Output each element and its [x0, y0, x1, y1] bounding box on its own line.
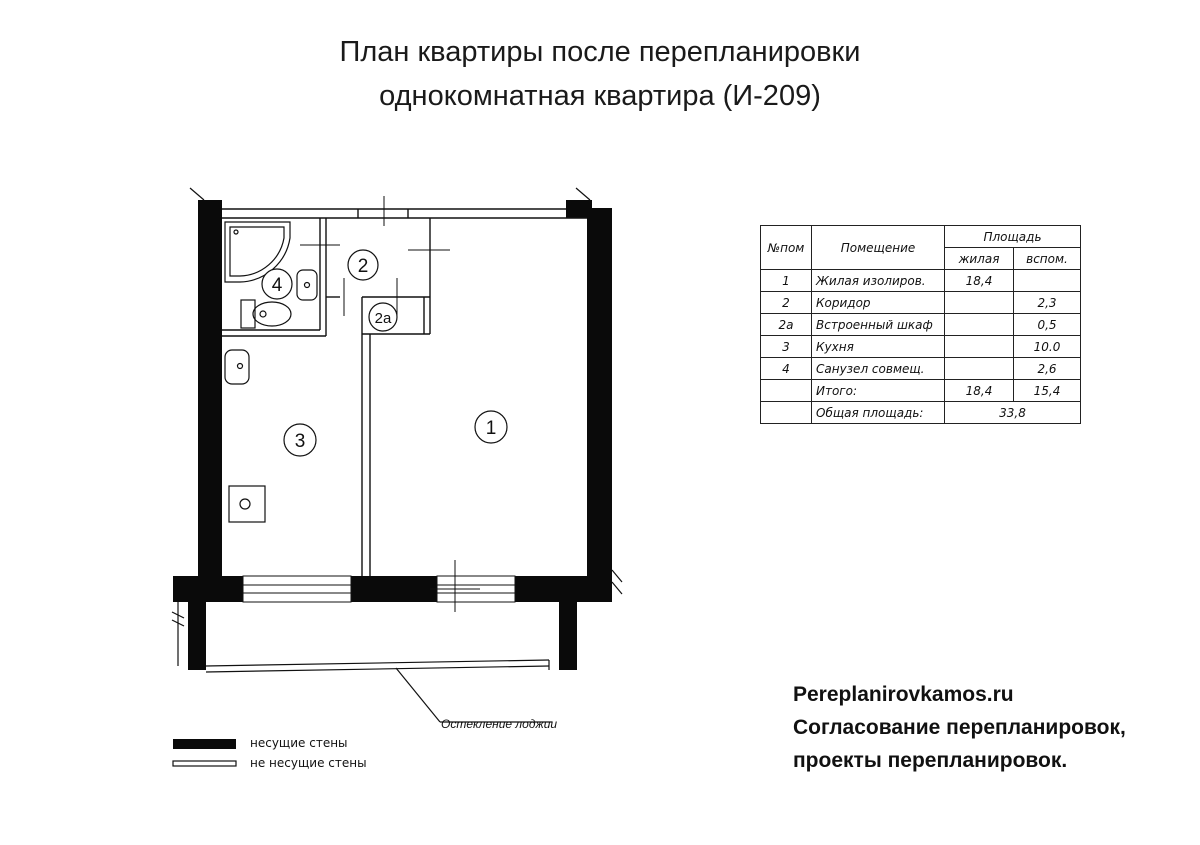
plan-title: План квартиры после перепланировки	[339, 36, 861, 68]
row-aux: 15,4	[1014, 380, 1081, 402]
row-living: 18,4	[945, 380, 1014, 402]
row-num: 2а	[761, 314, 812, 336]
row-living	[945, 336, 1014, 358]
room-3-label: 3	[294, 431, 306, 452]
row-living	[945, 314, 1014, 336]
plan-subtitle: однокомнатная квартира (И-209)	[379, 80, 821, 112]
row-aux: 10.0	[1014, 336, 1081, 358]
table-header-room: Помещение	[812, 226, 945, 270]
row-living	[945, 292, 1014, 314]
row-num: 3	[761, 336, 812, 358]
sink-icon	[297, 270, 317, 300]
legend-bearing-label: несущие стены	[250, 736, 348, 750]
row-aux	[1014, 270, 1081, 292]
toilet-icon	[241, 300, 291, 328]
kitchen-sink-icon	[225, 350, 249, 384]
loggia-glazing-label: Остекление лоджии	[441, 717, 558, 731]
table-row	[761, 292, 1081, 314]
row-aux: 2,6	[1014, 358, 1081, 380]
total-label: Общая площадь:	[812, 402, 945, 424]
table-total-row	[761, 402, 1081, 424]
room-1-label: 1	[485, 418, 497, 439]
row-name: Санузел совмещ.	[812, 358, 945, 380]
bearing-walls	[173, 200, 612, 670]
legend-bearing-swatch	[173, 739, 236, 749]
promo-line3: проекты перепланировок.	[793, 749, 1068, 772]
row-num: 4	[761, 358, 812, 380]
table-header-aux: вспом.	[1014, 248, 1081, 270]
table-row	[761, 336, 1081, 358]
legend-non-bearing-label: не несущие стены	[250, 756, 367, 770]
row-name: Встроенный шкаф	[812, 314, 945, 336]
table-row	[761, 314, 1081, 336]
row-living	[945, 358, 1014, 380]
table-header-living: жилая	[945, 248, 1014, 270]
row-name: Коридор	[812, 292, 945, 314]
area-table	[760, 225, 1081, 424]
promo-site: Pereplanirovkamos.ru	[793, 683, 1014, 706]
row-name: Жилая изолиров.	[812, 270, 945, 292]
promo-line2: Согласование перепланировок,	[793, 716, 1126, 739]
row-aux: 2,3	[1014, 292, 1081, 314]
row-num: 1	[761, 270, 812, 292]
door-marks	[300, 196, 480, 612]
row-num	[761, 380, 812, 402]
non-bearing-walls	[222, 209, 587, 576]
room-2a-label: 2а	[374, 310, 392, 327]
stove-icon	[229, 486, 265, 522]
row-living: 18,4	[945, 270, 1014, 292]
row-num: 2	[761, 292, 812, 314]
room-4-label: 4	[271, 275, 283, 296]
table-row	[761, 358, 1081, 380]
legend-non-bearing-swatch	[173, 761, 236, 766]
table-header-area: Площадь	[945, 226, 1081, 248]
table-row	[761, 270, 1081, 292]
row-name: Итого:	[812, 380, 945, 402]
row-aux: 0,5	[1014, 314, 1081, 336]
table-header-num: №пом	[761, 226, 812, 270]
row-name: Кухня	[812, 336, 945, 358]
total-value: 33,8	[945, 402, 1081, 424]
room-2-label: 2	[357, 256, 369, 277]
table-row	[761, 380, 1081, 402]
loggia	[172, 188, 622, 722]
